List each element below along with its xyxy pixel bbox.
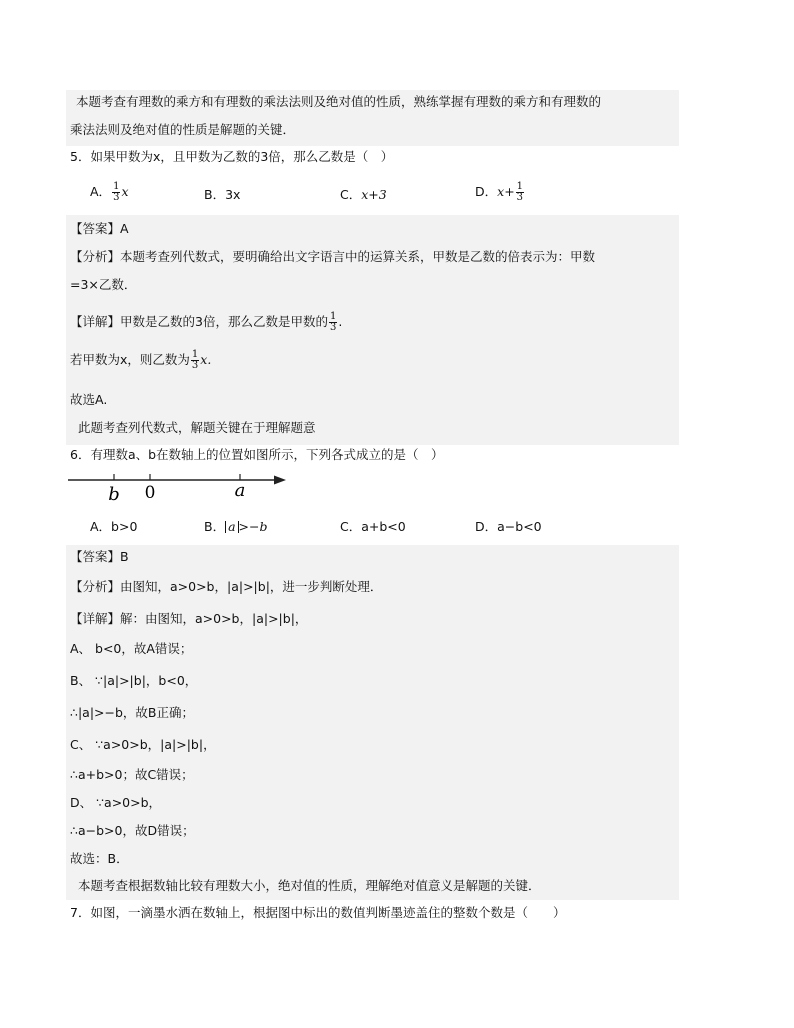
q5-option-a-var: x bbox=[121, 184, 129, 199]
fraction-numerator: 1 bbox=[516, 181, 524, 192]
q5-detail-text: 【详解】甲数是乙数的3倍，那么乙数是甲数的 bbox=[70, 314, 328, 329]
q5-stem: 5．如果甲数为x，且甲数为乙数的3倍，那么乙数是（ ） bbox=[70, 149, 394, 164]
q6-option-b-label: B． bbox=[204, 519, 226, 534]
q5-line-x bbox=[70, 350, 211, 371]
absolute-value-a: a bbox=[225, 521, 238, 533]
q5-line-x-end: x. bbox=[200, 352, 212, 367]
q6-step-b1: B、 ∵|a|>|b|，b<0， bbox=[70, 673, 198, 688]
q4-summary-line2: 乘法法则及绝对值的性质是解题的关键． bbox=[70, 122, 296, 137]
q6-step-a: A、 b<0，故A错误； bbox=[70, 641, 193, 656]
q5-option-b: B．3x bbox=[204, 187, 241, 202]
q5-detail-end: . bbox=[338, 314, 343, 329]
fraction-denominator: 3 bbox=[113, 192, 120, 203]
q6-option-b-expr: >−b bbox=[238, 519, 268, 534]
q6-answer: 【答案】B bbox=[70, 549, 129, 564]
q5-detail bbox=[70, 312, 342, 333]
q6-step-c1: C、 ∵a>0>b，|a|>|b|， bbox=[70, 737, 216, 752]
q5-option-c-label: C． bbox=[340, 187, 362, 202]
q5-choose: 故选A. bbox=[70, 392, 108, 407]
q5-line-x-text: 若甲数为x，则乙数为 bbox=[70, 352, 190, 367]
q5-option-d-expr: x+ bbox=[497, 184, 515, 199]
q5-option-d-label: D． bbox=[475, 184, 498, 199]
q5-option-a-label: A． bbox=[90, 184, 112, 199]
fraction-one-third bbox=[516, 182, 524, 203]
q6-step-d1: D、 ∵a>0>b， bbox=[70, 795, 162, 810]
q6-analysis: 【分析】由图知，a>0>b，|a|>|b|，进一步判断处理． bbox=[70, 579, 383, 594]
q6-summary: 本题考查根据数轴比较有理数大小，绝对值的性质，理解绝对值意义是解题的关键． bbox=[78, 878, 541, 893]
q7-stem: 7．如图，一滴墨水洒在数轴上，根据图中标出的数值判断墨迹盖住的整数个数是（ ） bbox=[70, 905, 566, 920]
q6-option-a: A．b>0 bbox=[90, 519, 138, 534]
q5-analysis-line2: =3×乙数． bbox=[70, 277, 137, 292]
q6-choose: 故选：B． bbox=[70, 851, 129, 866]
q6-solution-block bbox=[66, 545, 679, 900]
fraction-denominator: 3 bbox=[329, 322, 337, 333]
q5-analysis-line1: 【分析】本题考查列代数式，要明确给出文字语言中的运算关系，甲数是乙数的倍表示为：甲数 bbox=[70, 249, 596, 264]
arrow-right-icon bbox=[274, 476, 286, 485]
fraction-one-third bbox=[112, 182, 120, 203]
fraction-numerator: 1 bbox=[191, 349, 199, 360]
fraction-one-third bbox=[191, 350, 199, 371]
q6-option-b bbox=[204, 518, 267, 536]
q5-option-d bbox=[475, 182, 525, 203]
label-zero: 0 bbox=[144, 483, 156, 503]
q6-number-line bbox=[66, 470, 296, 506]
q6-option-d: D．a−b<0 bbox=[475, 519, 542, 534]
fraction-denominator: 3 bbox=[191, 360, 199, 371]
q6-step-d2: ∴a−b>0，故D错误； bbox=[70, 823, 195, 838]
q5-option-c bbox=[340, 186, 387, 204]
q6-step-b2: ∴|a|>−b，故B正确； bbox=[70, 705, 194, 720]
q5-answer: 【答案】A bbox=[70, 221, 129, 236]
q5-option-c-expr: x+3 bbox=[361, 187, 387, 202]
fraction-denominator: 3 bbox=[516, 192, 524, 203]
q6-option-c: C．a+b<0 bbox=[340, 519, 406, 534]
label-b: b bbox=[108, 484, 120, 505]
q5-option-a bbox=[90, 182, 129, 203]
fraction-numerator: 1 bbox=[113, 181, 120, 192]
fraction-numerator: 1 bbox=[329, 311, 337, 322]
label-a: a bbox=[234, 480, 246, 501]
q4-summary-line1: 本题考查有理数的乘方和有理数的乘法法则及绝对值的性质，熟练掌握有理数的乘方和有理数的 bbox=[76, 94, 602, 109]
q6-stem: 6．有理数a、b在数轴上的位置如图所示，下列各式成立的是（ ） bbox=[70, 447, 444, 462]
q6-step-c2: ∴a+b>0；故C错误； bbox=[70, 767, 194, 782]
q6-detail: 【详解】解：由图知，a>0>b，|a|>|b|， bbox=[70, 611, 308, 626]
q5-summary: 此题考查列代数式，解题关键在于理解题意 bbox=[78, 420, 316, 435]
fraction-one-third bbox=[329, 312, 337, 333]
